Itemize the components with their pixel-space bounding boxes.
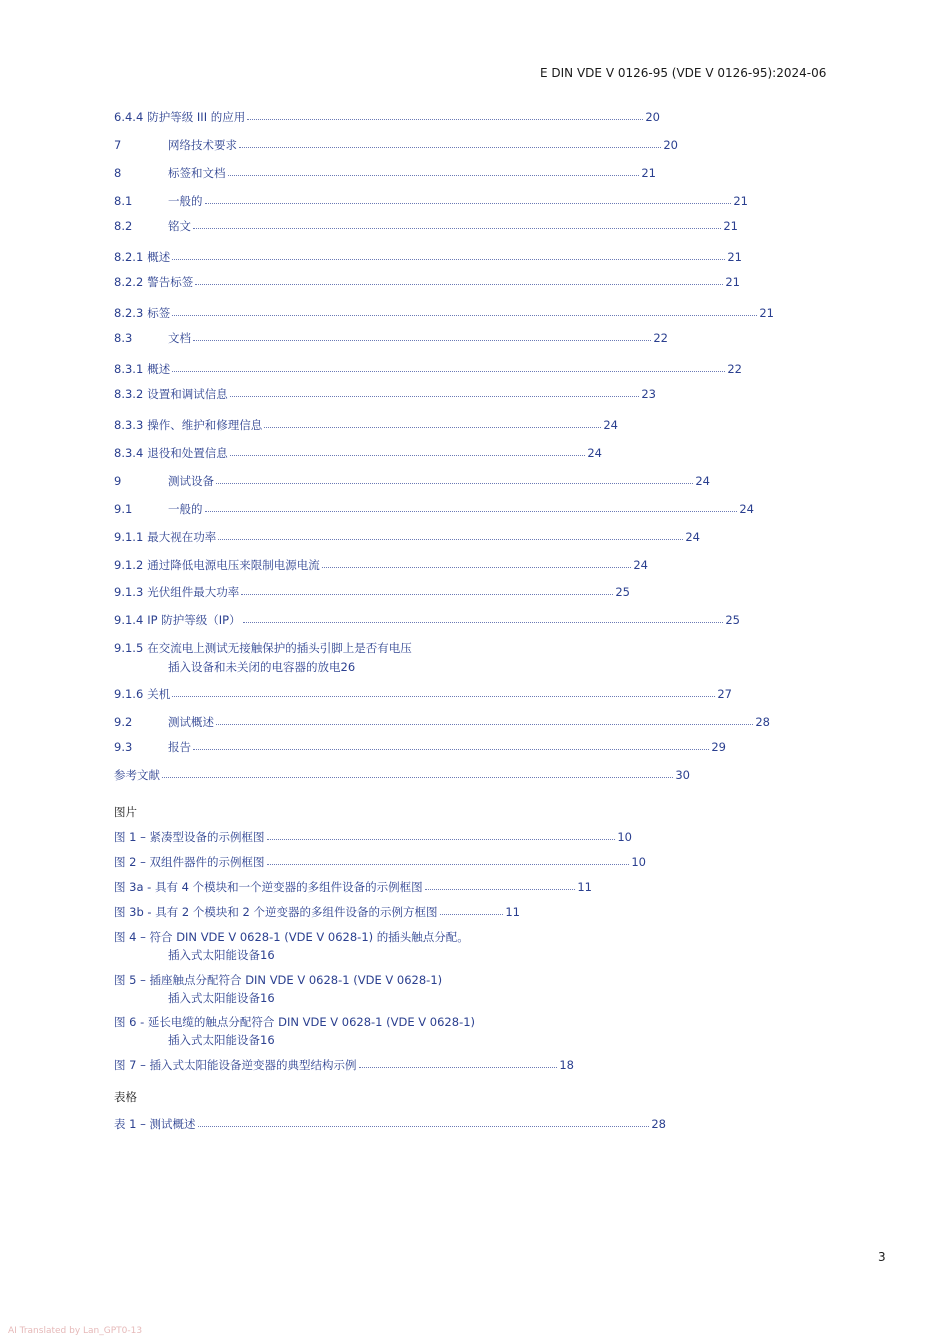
dot-leader [440,914,504,915]
toc-page: 21 [641,166,656,180]
toc-page: 25 [725,613,740,627]
toc-number: 9.3 [114,740,133,754]
figure-label-line2: 插入式太阳能设备 [168,1033,260,1047]
dot-leader [230,455,586,456]
toc-title: 参考文献 [114,768,160,782]
toc-title: 退役和处置信息 [147,446,228,460]
toc-entry[interactable] [114,106,660,124]
toc-page: 27 [717,687,732,701]
figures-heading: 图片 [114,805,137,819]
toc-page: 20 [663,138,678,152]
toc-page: 21 [733,194,748,208]
toc-number: 8.2.2 [114,275,144,289]
toc-title: 一般的 [168,194,203,208]
toc-page: 28 [755,715,770,729]
toc-title: 概述 [147,250,171,264]
dot-leader [239,147,661,148]
figure-page: 18 [559,1058,574,1072]
dot-leader [243,622,724,623]
dot-leader [216,724,753,725]
toc-number: 8.3.3 [114,418,144,432]
figure-label: 图 2 – 双组件器件的示例框图 [114,855,265,869]
toc-title: 操作、维护和修理信息 [147,418,263,432]
toc-entry[interactable] [114,554,648,572]
toc-number: 9.1.5 [114,641,144,655]
toc-title: IP 防护等级（IP） [147,613,241,627]
toc-title: 铭文 [168,219,191,233]
toc-title-line2: 插入设备和未关闭的电容器的放电 [168,660,341,674]
toc-entry[interactable] [114,470,710,488]
toc-number: 8.3.4 [114,446,144,460]
toc-page: 24 [695,474,710,488]
toc-entry[interactable] [114,637,714,655]
figure-entry[interactable] [114,926,674,944]
dot-leader [193,340,651,341]
toc-number: 8.3.1 [114,362,144,376]
dot-leader [264,427,601,428]
dot-leader [230,396,640,397]
figure-label: 图 5 – 插座触点分配符合 DIN VDE V 0628-1 (VDE V 0628-1) [114,973,443,987]
toc-page: 25 [615,585,630,599]
dot-leader [267,839,616,840]
toc-title: 网络技术要求 [168,138,237,152]
dot-leader [195,284,723,285]
figure-entry[interactable] [114,851,646,869]
toc-title: 设置和调试信息 [147,387,228,401]
figure-entry-continuation[interactable] [168,944,746,962]
toc-entry[interactable] [114,327,668,345]
toc-entry[interactable] [114,526,700,544]
dot-leader [247,119,643,120]
toc-entry[interactable] [114,711,770,729]
toc-page: 24 [603,418,618,432]
figure-entry[interactable] [114,1054,574,1072]
table-page: 28 [651,1117,666,1131]
dot-leader [172,696,715,697]
toc-title: 标签 [147,306,171,320]
figure-page: 10 [631,855,646,869]
toc-title: 标签和文档 [168,166,226,180]
figure-label: 图 4 – 符合 DIN VDE V 0628-1 (VDE V 0628-1) 的插头触点分配。 [114,930,469,944]
toc-title: 光伏组件最大功率 [147,585,240,599]
table-label: 表 1 – 测试概述 [114,1117,196,1131]
figure-page: 11 [577,880,592,894]
toc-page: 21 [727,250,742,264]
toc-page: 30 [675,768,690,782]
dot-leader [172,315,757,316]
toc-entry[interactable] [114,498,754,516]
dot-leader [241,594,613,595]
toc-number: 8.1 [114,194,133,208]
toc-number: 8 [114,166,122,180]
toc-entry[interactable] [114,162,656,180]
toc-entry[interactable] [114,442,602,460]
figure-page: 11 [505,905,520,919]
dot-leader [228,175,640,176]
figure-entry[interactable] [114,969,674,987]
toc-number: 9.1 [114,502,133,516]
dot-leader [198,1126,650,1127]
toc-number: 9.1.6 [114,687,144,701]
toc-page: 21 [759,306,774,320]
figure-entry-continuation[interactable] [168,987,746,1005]
figure-entry[interactable] [114,901,520,919]
toc-page: 24 [587,446,602,460]
toc-entry[interactable] [114,271,740,289]
toc-number: 9.1.2 [114,558,144,572]
toc-title: 在交流电上测试无接触保护的插头引脚上是否有电压 [147,641,412,655]
toc-page: 24 [633,558,648,572]
figure-entry-continuation[interactable] [168,1029,746,1047]
figure-label: 图 1 – 紧凑型设备的示例框图 [114,830,265,844]
toc-page: 22 [727,362,742,376]
toc-number: 9.1.3 [114,585,144,599]
dot-leader [322,567,632,568]
toc-entry[interactable] [114,609,740,627]
toc-entry-bibliography[interactable] [114,764,690,782]
figure-label: 图 7 – 插入式太阳能设备逆变器的典型结构示例 [114,1058,357,1072]
translation-watermark: AI Translated by Lan_GPT0-13 [8,1326,143,1336]
toc-number: 9.2 [114,715,133,729]
figure-label-line2: 插入式太阳能设备 [168,991,260,1005]
toc-number: 8.3 [114,331,133,345]
toc-page: 21 [725,275,740,289]
dot-leader [193,749,709,750]
toc-entry[interactable] [114,302,774,320]
figure-entry[interactable] [114,1011,674,1029]
toc-page: 23 [641,387,656,401]
toc-title: 测试设备 [168,474,214,488]
toc-title: 测试概述 [168,715,214,729]
toc-entry[interactable] [114,383,656,401]
toc-entry[interactable] [114,215,738,233]
figure-page: 16 [260,948,275,962]
page-number: 3 [878,1250,886,1264]
dot-leader [218,539,683,540]
toc-page: 24 [685,530,700,544]
figure-label: 图 3b - 具有 2 个模块和 2 个逆变器的多组件设备的示例方框图 [114,905,438,919]
dot-leader [172,371,725,372]
dot-leader [193,228,721,229]
dot-leader [359,1067,558,1068]
toc-page: 24 [739,502,754,516]
toc-title: 关机 [147,687,171,701]
figure-page: 10 [617,830,632,844]
toc-entry[interactable] [114,134,678,152]
toc-page: 21 [723,219,738,233]
toc-number: 9.1.1 [114,530,144,544]
dot-leader [162,777,673,778]
toc-entry[interactable] [114,581,630,599]
toc-entry[interactable] [114,358,742,376]
toc-page: 29 [711,740,726,754]
dot-leader [216,483,693,484]
document-id-header: E DIN VDE V 0126-95 (VDE V 0126-95):2024-06 [540,66,827,80]
toc-title: 报告 [168,740,191,754]
toc-entry[interactable] [114,683,732,701]
toc-title: 防护等级 III 的应用 [147,110,246,124]
toc-entry[interactable] [114,414,618,432]
dot-leader [205,203,732,204]
toc-title: 通过降低电源电压来限制电源电流 [147,558,320,572]
figure-label-line2: 插入式太阳能设备 [168,948,260,962]
toc-number: 9.1.4 [114,613,144,627]
toc-entry-continuation[interactable] [168,656,556,674]
toc-title: 文档 [168,331,191,345]
toc-entry[interactable] [114,246,742,264]
toc-number: 7 [114,138,122,152]
toc-page: 22 [653,331,668,345]
toc-number: 8.2.3 [114,306,144,320]
dot-leader [267,864,630,865]
toc-title: 警告标签 [147,275,194,289]
toc-number: 8.2.1 [114,250,144,264]
figure-entry[interactable] [114,826,632,844]
toc-number: 9 [114,474,122,488]
toc-number: 8.3.2 [114,387,144,401]
figure-entry[interactable] [114,876,592,894]
dot-leader [425,889,576,890]
figure-page: 16 [260,991,275,1005]
toc-title: 概述 [147,362,171,376]
dot-leader [205,511,738,512]
toc-number: 8.2 [114,219,133,233]
toc-title: 最大视在功率 [147,530,217,544]
dot-leader [172,259,725,260]
toc-page: 26 [340,660,356,674]
figure-label: 图 3a - 具有 4 个模块和一个逆变器的多组件设备的示例框图 [114,880,423,894]
figure-page: 16 [260,1033,275,1047]
tables-heading: 表格 [114,1090,137,1104]
toc-entry[interactable] [114,736,726,754]
figure-label: 图 6 - 延长电缆的触点分配符合 DIN VDE V 0628-1 (VDE V 0628-1) [114,1015,476,1029]
toc-page: 20 [645,110,660,124]
toc-number: 6.4.4 [114,110,144,124]
table-entry[interactable] [114,1113,666,1131]
toc-entry[interactable] [114,190,748,208]
toc-title: 一般的 [168,502,203,516]
